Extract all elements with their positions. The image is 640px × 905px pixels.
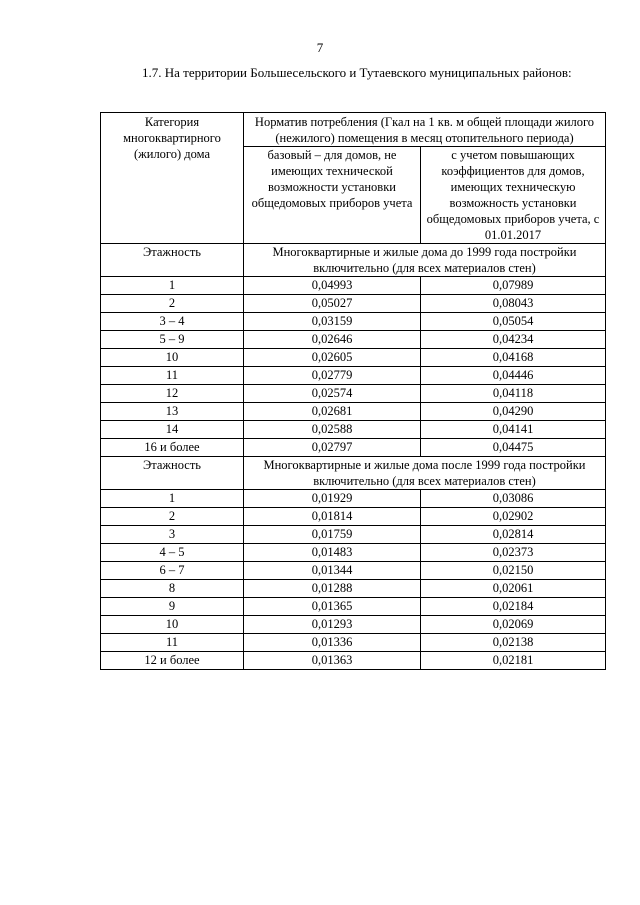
table-row	[101, 508, 606, 526]
page-number: 7	[316, 40, 324, 55]
base-value-cell: 0,02646	[244, 331, 421, 349]
coef-value-cell: 0,04290	[421, 403, 606, 421]
intro-paragraph: 1.7. На территории Большесельского и Тутаевского муниципальных районов:	[142, 65, 572, 80]
col-coef-header: с учетом повышающих коэффициентов для домов, имеющих техническую возможность установки общедомовых приборов учета, с 01.01.2017	[421, 147, 606, 244]
floors-cell: 2	[101, 508, 244, 526]
floors-cell: 4 – 5	[101, 544, 244, 562]
coef-value-cell: 0,02814	[421, 526, 606, 544]
table-row	[101, 385, 606, 403]
coef-value-cell: 0,05054	[421, 313, 606, 331]
floors-cell: 16 и более	[101, 439, 244, 457]
floors-cell: 12	[101, 385, 244, 403]
table-row	[101, 562, 606, 580]
coef-value-cell: 0,02181	[421, 652, 606, 670]
section1-title: Многоквартирные и жилые дома до 1999 года постройки включительно (для всех материалов стен)	[244, 244, 606, 277]
floors-cell: 11	[101, 634, 244, 652]
coef-value-cell: 0,03086	[421, 490, 606, 508]
table-row	[101, 277, 606, 295]
coef-value-cell: 0,04234	[421, 331, 606, 349]
floors-cell: 14	[101, 421, 244, 439]
coef-value-cell: 0,02069	[421, 616, 606, 634]
table-row	[101, 634, 606, 652]
category-header: Категория многоквартирного (жилого) дома	[101, 113, 244, 244]
base-value-cell: 0,02588	[244, 421, 421, 439]
coef-value-cell: 0,02150	[421, 562, 606, 580]
base-value-cell: 0,02797	[244, 439, 421, 457]
floors-cell: 10	[101, 616, 244, 634]
coef-value-cell: 0,08043	[421, 295, 606, 313]
table-row	[101, 652, 606, 670]
table-row	[101, 598, 606, 616]
floors-cell: 1	[101, 490, 244, 508]
floors-cell: 10	[101, 349, 244, 367]
base-value-cell: 0,01344	[244, 562, 421, 580]
coef-value-cell: 0,04168	[421, 349, 606, 367]
norm-header: Норматив потребления (Гкал на 1 кв. м общей площади жилого (нежилого) помещения в месяц отопительного периода)	[244, 113, 606, 147]
floors-cell: 11	[101, 367, 244, 385]
floors-cell: 1	[101, 277, 244, 295]
header-row-1	[101, 113, 606, 147]
coef-value-cell: 0,04141	[421, 421, 606, 439]
floors-cell: 8	[101, 580, 244, 598]
table-row	[101, 421, 606, 439]
coef-value-cell: 0,04118	[421, 385, 606, 403]
base-value-cell: 0,05027	[244, 295, 421, 313]
table-row	[101, 349, 606, 367]
table-row	[101, 544, 606, 562]
consumption-norm-table	[100, 112, 606, 670]
base-value-cell: 0,04993	[244, 277, 421, 295]
table-row	[101, 403, 606, 421]
base-value-cell: 0,01814	[244, 508, 421, 526]
col-base-header: базовый – для домов, не имеющих технической возможности установки общедомовых приборов учета	[244, 147, 421, 244]
coef-value-cell: 0,04446	[421, 367, 606, 385]
base-value-cell: 0,03159	[244, 313, 421, 331]
table-row	[101, 313, 606, 331]
floors-cell: 5 – 9	[101, 331, 244, 349]
base-value-cell: 0,01336	[244, 634, 421, 652]
base-value-cell: 0,01365	[244, 598, 421, 616]
floors-cell: 13	[101, 403, 244, 421]
floors-cell: 3 – 4	[101, 313, 244, 331]
table-row	[101, 331, 606, 349]
floors-cell: 2	[101, 295, 244, 313]
table-row	[101, 367, 606, 385]
coef-value-cell: 0,02902	[421, 508, 606, 526]
base-value-cell: 0,01293	[244, 616, 421, 634]
section1-header-row	[101, 244, 606, 277]
floors-cell: 3	[101, 526, 244, 544]
floors-cell: 12 и более	[101, 652, 244, 670]
coef-value-cell: 0,02061	[421, 580, 606, 598]
base-value-cell: 0,02779	[244, 367, 421, 385]
table-row	[101, 580, 606, 598]
section2-title: Многоквартирные и жилые дома после 1999 года постройки включительно (для всех материалов стен)	[244, 457, 606, 490]
coef-value-cell: 0,02184	[421, 598, 606, 616]
table-row	[101, 616, 606, 634]
coef-value-cell: 0,02138	[421, 634, 606, 652]
table-row	[101, 439, 606, 457]
coef-value-cell: 0,04475	[421, 439, 606, 457]
base-value-cell: 0,02681	[244, 403, 421, 421]
section2-header-row	[101, 457, 606, 490]
base-value-cell: 0,01288	[244, 580, 421, 598]
base-value-cell: 0,01363	[244, 652, 421, 670]
base-value-cell: 0,01929	[244, 490, 421, 508]
floors-cell: 9	[101, 598, 244, 616]
base-value-cell: 0,02605	[244, 349, 421, 367]
table-row	[101, 490, 606, 508]
table-row	[101, 526, 606, 544]
coef-value-cell: 0,02373	[421, 544, 606, 562]
base-value-cell: 0,02574	[244, 385, 421, 403]
section2-label: Этажность	[101, 457, 244, 490]
floors-cell: 6 – 7	[101, 562, 244, 580]
coef-value-cell: 0,07989	[421, 277, 606, 295]
base-value-cell: 0,01483	[244, 544, 421, 562]
table-row	[101, 295, 606, 313]
section1-label: Этажность	[101, 244, 244, 277]
base-value-cell: 0,01759	[244, 526, 421, 544]
